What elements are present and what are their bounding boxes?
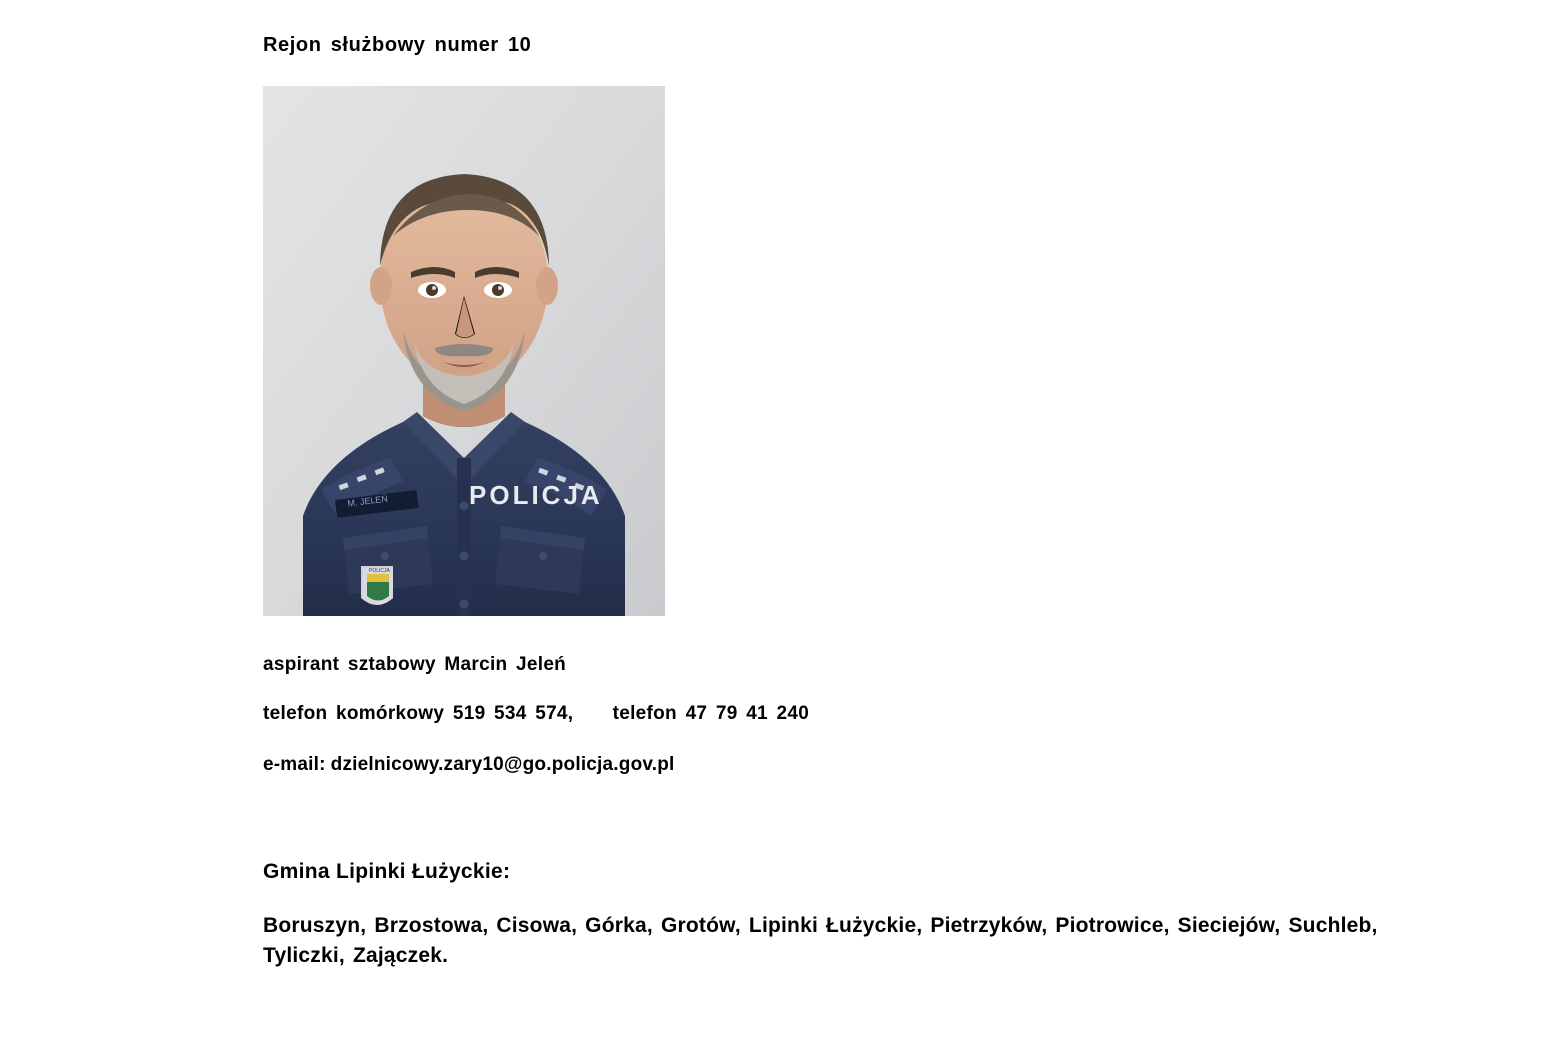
desk-phone-label: telefon [612, 703, 677, 724]
desk-phone-number: 47 79 41 240 [685, 703, 810, 724]
page-title: Rejon służbowy numer 10 [263, 34, 532, 56]
officer-rank-name: aspirant sztabowy Marcin Jeleń [263, 654, 567, 675]
officer-photo [263, 86, 665, 616]
officer-phone-line [263, 703, 1443, 725]
email-label: e-mail: [263, 754, 326, 775]
svg-text:M. JELEŃ: M. JELEŃ [346, 493, 389, 509]
village-list: Boruszyn, Brzostowa, Cisowa, Górka, Grotów, Lipinki Łużyckie, Pietrzyków, Piotrowice, Sieciejów, Suchleb, Tyliczki, Zajączek. [263, 914, 1378, 967]
svg-text:POLICJA: POLICJA [369, 568, 390, 574]
mobile-phone-label: telefon komórkowy [263, 703, 445, 724]
mobile-phone-number: 519 534 574, [452, 703, 574, 724]
svg-text:POLICJA: POLICJA [469, 480, 603, 510]
officer-portrait-illustration [263, 86, 665, 616]
content-column [263, 34, 1443, 971]
gmina-heading: Gmina Lipinki Łużyckie: [263, 860, 511, 883]
officer-email-line [263, 754, 1443, 776]
email-value[interactable]: dzielnicowy.zary10@go.policja.gov.pl [330, 754, 675, 775]
